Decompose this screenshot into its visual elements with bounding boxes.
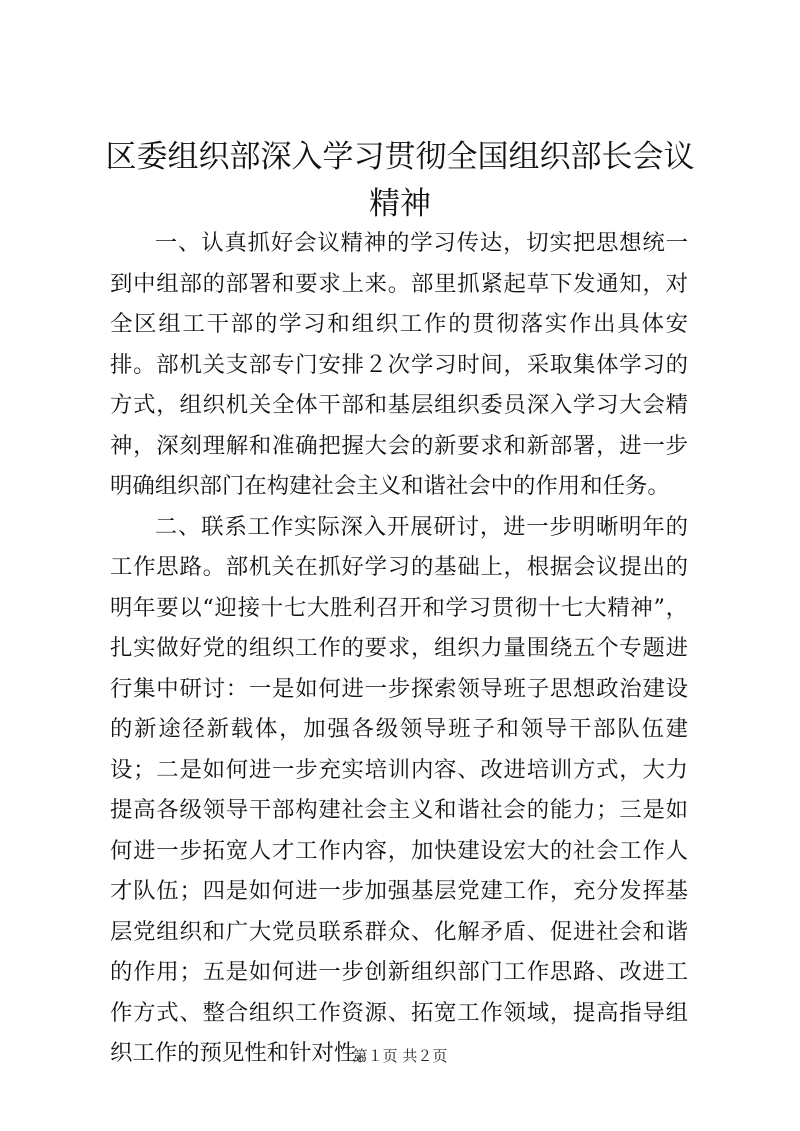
paragraph-1: 一、认真抓好会议精神的学习传达，切实把思想统一到中组部的部署和要求上来。部里抓紧起草下发通知，对全区组工干部的学习和组织工作的贯彻落实作出具体安排。部机关支部专门安排２次学习时间，采取集体学习的方式，组织机关全体干部和基层组织委员深入学习大会精神，深刻理解和准确把握大会的新要求和新部署，进一步明确组织部门在构建社会主义和谐社会中的作用和任务。 bbox=[110, 230, 688, 499]
page-number-footer: 第１页 共２页 bbox=[352, 1047, 448, 1065]
paragraph-2: 二、联系工作实际深入开展研讨，进一步明晰明年的工作思路。部机关在抓好学习的基础上，根据会议提出的明年要以“迎接十七大胜利召开和学习贯彻十七大精神”，扎实做好党的组织工作的要求，组织力量围绕五个专题进行集中研讨：一是如何进一步探索领导班子思想政治建设的新途径新载体，加强各级领导班子和领导干部队伍建设；二是如何进一步充实培训内容、改进培训方式，大力提高各级领导干部构建社会主义和谐社会的能力；三是如何进一步拓宽人才工作内容，加快建设宏大的社会工作人才队伍；四是如何进一步加强基层党建工作，充分发挥基层党组织和广大党员联系群众、化解矛盾、促进社会和谐的作用；五是如何进一步创新组织部门工作思路、改进工作方式、整合组织工作资源、拓宽工作领域，提高指导组织工作的预见性和针对性。 bbox=[110, 513, 688, 1066]
document-title: 区委组织部深入学习贯彻全国组织部长会议精神 bbox=[105, 139, 695, 222]
document-body bbox=[110, 223, 688, 1074]
